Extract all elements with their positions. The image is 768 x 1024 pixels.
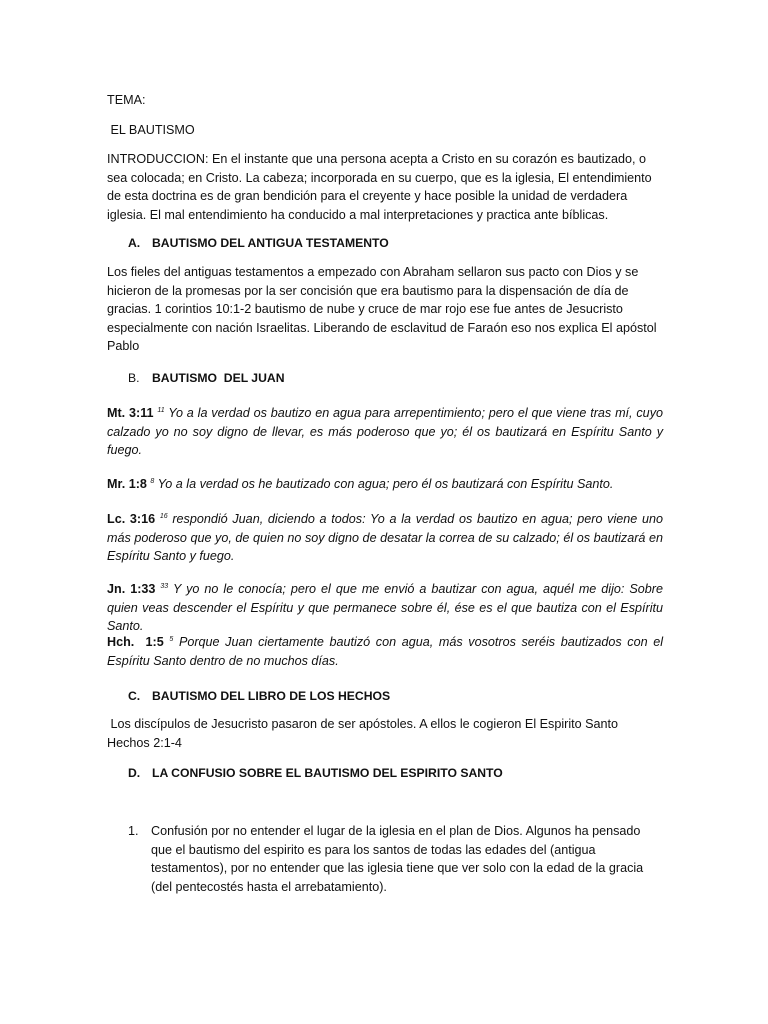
verse-hch-1-5 — [107, 633, 663, 670]
verse-text: Yo a la verdad os bautizo en agua para arrepentimiento; pero el que viene tras mí, cuyo calzado yo no soy digno de llevar, es más poderoso que yo; él os bautizará en Espíritu Santo y fuego. — [107, 406, 663, 458]
section-b-title: BAUTISMO DEL JUAN — [152, 371, 285, 385]
section-a-title: BAUTISMO DEL ANTIGUA TESTAMENTO — [152, 236, 389, 250]
verse-text: Porque Juan ciertamente bautizó con agua, más vosotros seréis bautizados con el Espíritu Santo dentro de no muchos días. — [107, 635, 664, 668]
tema-label: TEMA: — [107, 93, 146, 107]
list-item-text: Confusión por no entender el lugar de la iglesia en el plan de Dios. Algunos ha pensado que el bautismo del espirito es para los santos de todas las edades del (antigua testamentos), por no entender que las iglesia tiene que ver solo con la edad de la gracia (del pentecostés hasta el arrebatamiento). — [151, 824, 644, 894]
section-c-marker: C. — [128, 689, 141, 703]
verse-mr-1-8 — [107, 475, 663, 494]
section-c-heading — [128, 687, 668, 705]
section-d-heading — [128, 764, 668, 782]
verse-jn-1-33 — [107, 580, 663, 636]
section-d-title: LA CONFUSIO SOBRE EL BAUTISMO DEL ESPIRITO SANTO — [152, 766, 503, 780]
section-a-marker: A. — [128, 236, 141, 250]
verse-reference: Mt. 3:11 — [107, 406, 154, 420]
verse-reference: Mr. 1:8 — [107, 477, 147, 491]
verse-number: 11 — [157, 407, 165, 414]
section-c-title: BAUTISMO DEL LIBRO DE LOS HECHOS — [152, 689, 391, 703]
verse-number: 8 — [150, 478, 155, 485]
verse-number: 33 — [160, 583, 169, 590]
verse-mt-3-11 — [107, 404, 663, 460]
section-a-body: Los fieles del antiguas testamentos a empezado con Abraham sellaron sus pacto con Dios y se hicieron de la promesas por la ser concisión que era bautismo para la dispensación de día de gracias. 1 corintios 10:1-2 bautismo de nube y cruce de mar rojo ese fue antes de Jesucristo especialmente con nación Israelitas. Liberando de esclavitud de Faraón eso nos explica El apóstol Pablo — [107, 265, 657, 354]
section-b-heading — [128, 369, 668, 387]
section-d-marker: D. — [128, 766, 141, 780]
document-title: EL BAUTISMO — [107, 123, 195, 137]
introduction-paragraph: INTRODUCCION: En el instante que una persona acepta a Cristo en su corazón es bautizado, o sea colocada; en Cristo. La cabeza; incorporada en su cuerpo, que es la iglesia, El entendimiento de esta doctrina es de gran bendición para el creyente y hace posible la unidad de verdadera iglesia. El mal entendimiento ha conducido a mal interpretaciones y practica ante bíblicas. — [107, 152, 652, 222]
section-c-body: Los discípulos de Jesucristo pasaron de ser apóstoles. A ellos le cogieron El Espirito Santo Hechos 2:1-4 — [107, 717, 626, 750]
verse-reference: Lc. 3:16 — [107, 512, 156, 526]
verse-text: respondió Juan, diciendo a todos: Yo a la verdad os bautizo en agua; pero viene uno más poderoso que yo, de quien no soy digno de desatar la correa de su calzado; él os bautizará en Espíritu Santo y fuego. — [107, 512, 663, 564]
verse-number: 16 — [159, 513, 168, 520]
verse-text: Yo a la verdad os he bautizado con agua; pero él os bautizará con Espíritu Santo. — [154, 477, 614, 491]
verse-reference: Hch. 1:5 — [107, 635, 164, 649]
verse-number: 5 — [169, 636, 174, 643]
verse-lc-3-16 — [107, 510, 663, 566]
verse-reference: Jn. 1:33 — [107, 582, 156, 596]
verse-text: Y yo no le conocía; pero el que me envió a bautizar con agua, aquél me dijo: Sobre quien veas descender el Espíritu y que permanece sobre él, ése es el que bautiza con el Espíritu Santo. — [107, 582, 664, 634]
section-a-heading — [128, 234, 668, 252]
section-b-marker: B. — [128, 371, 140, 385]
list-item-number: 1. — [128, 824, 139, 838]
